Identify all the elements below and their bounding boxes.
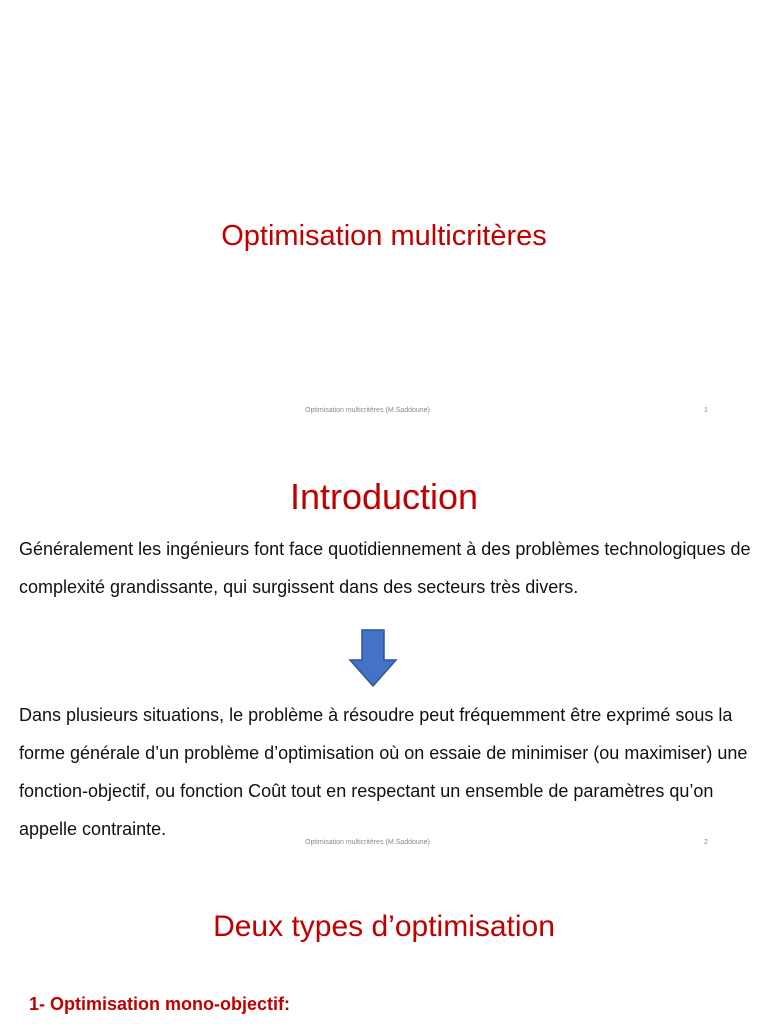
slide-footer: Optimisation multicritères (M.Saddoune) xyxy=(305,839,430,846)
page-number: 2 xyxy=(704,839,708,846)
problem-paragraph: Dans plusieurs situations, le problème à résoudre peut fréquemment être exprimé sous la forme générale d’un problème d’optimisation où on essaie de minimiser (ou maximiser) une fonction-objectif, ou fonction Coût tout en respectant un ensemble de paramètres qu’on appelle contrainte. xyxy=(19,705,748,839)
intro-paragraph: Généralement les ingénieurs font face quotidiennement à des problèmes technologiques de complexité grandissante, qui surgissent dans des secteurs très divers. xyxy=(19,539,751,597)
section-subheading: 1- Optimisation mono-objectif: xyxy=(29,994,290,1014)
slide-2 xyxy=(0,432,768,864)
slide-1 xyxy=(0,0,768,432)
slide-title: Optimisation multicritères xyxy=(221,220,547,252)
slide-title: Deux types d’optimisation xyxy=(213,910,555,943)
down-arrow-icon xyxy=(348,628,398,688)
slide-footer: Optimisation multicritères (M.Saddoune) xyxy=(305,407,430,414)
page-number: 1 xyxy=(704,407,708,414)
slide-title: Introduction xyxy=(289,476,479,517)
slide-3 xyxy=(0,864,768,1024)
